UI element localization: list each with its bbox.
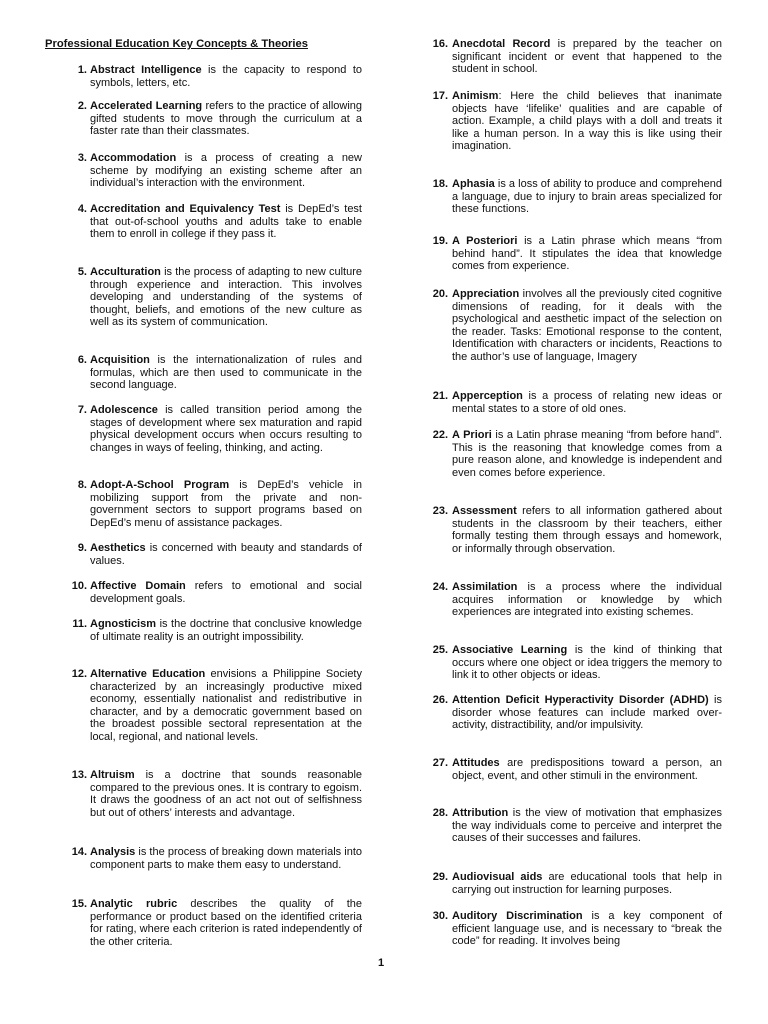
list-item: [62, 266, 362, 329]
item-number: 4.: [77, 203, 87, 215]
item-definition: are predispositions toward a person, an object, event, and other stimuli in the environment.: [452, 757, 722, 782]
item-term: Attitudes: [452, 757, 500, 769]
item-term: Acculturation: [90, 266, 161, 278]
item-number: 16.: [432, 38, 448, 50]
list-item: [62, 479, 362, 529]
list-item: [424, 807, 722, 845]
item-definition: envisions a Philippine Society characterized by an increasingly productive mixed economy, essentially nationalist and redistributive in character, and by a democratic government based on the broadest possible sectoral representation at the local, regional, and national levels.: [90, 668, 362, 743]
item-definition: is DepEd’s test that out-of-school youths and adults take to enable them to enroll in college if they pass it.: [90, 203, 362, 241]
item-number: 11.: [72, 618, 87, 630]
item-number: 1.: [77, 64, 87, 76]
item-definition: is the doctrine that conclusive knowledge of ultimate reality is an outright impossibility.: [90, 618, 362, 643]
item-term: Apperception: [452, 390, 523, 402]
item-number: 14.: [71, 846, 87, 858]
item-definition: is DepEd’s vehicle in mobilizing support from the private and non-government sectors to support programs based on DepEd’s menu of assistance packages.: [90, 479, 362, 529]
item-definition: is a Latin phrase which means “from behind hand”. It stipulates the idea that knowledge comes from experience.: [452, 235, 722, 273]
item-number: 15.: [71, 898, 87, 910]
item-number: 24.: [432, 581, 448, 593]
item-number: 13.: [71, 769, 87, 781]
list-item: [424, 581, 722, 619]
list-item: [424, 178, 722, 216]
item-term: Adolescence: [90, 404, 158, 416]
item-number: 25.: [432, 644, 448, 656]
list-item: [62, 898, 362, 948]
item-definition: is disorder whose features can include marked over-activity, distractibility, and/or impulsivity.: [452, 694, 722, 732]
item-number: 9.: [77, 542, 87, 554]
item-term: Accommodation: [90, 152, 177, 164]
item-definition: is the process of breaking down materials into component parts to make them easy to understand.: [90, 846, 362, 871]
item-number: 30.: [432, 910, 448, 922]
list-item: [424, 390, 722, 415]
list-item: [424, 694, 722, 732]
item-number: 10.: [71, 580, 87, 592]
item-term: Adopt-A-School Program: [90, 479, 230, 491]
item-definition: is prepared by the teacher on significant incident or event that happened to the student in school.: [452, 38, 722, 76]
list-item: [62, 618, 362, 643]
item-definition: is a doctrine that sounds reasonable compared to the previous ones. It is contrary to egoism. It draws the goodness of an act not out of selfishness but out of others’ interests and advantage.: [90, 769, 362, 819]
list-item: [62, 542, 362, 567]
list-item: [424, 910, 722, 948]
item-term: Accelerated Learning: [90, 100, 203, 112]
list-item: [62, 203, 362, 241]
list-item: [424, 505, 722, 555]
item-number: 29.: [432, 871, 448, 883]
item-number: 23.: [432, 505, 448, 517]
item-term: Attribution: [452, 807, 509, 819]
item-term: Accreditation and Equivalency Test: [90, 203, 281, 215]
item-definition: describes the quality of the performance or product based on the identified criteria for rating, where each criterion is rated independently of the other criteria.: [90, 898, 362, 948]
item-term: Alternative Education: [90, 668, 206, 680]
item-definition: : Here the child believes that inanimate objects have ‘lifelike’ qualities and are capable of action. Example, a child plays with a doll and treats it like a human person. In a way this is like using their imagination.: [452, 90, 722, 153]
list-item: [62, 668, 362, 744]
list-item: [62, 354, 362, 392]
item-definition: is a loss of ability to produce and comprehend a language, due to injury to brain areas specialized for these functions.: [452, 178, 722, 216]
item-term: Assimilation: [452, 581, 518, 593]
item-definition: is concerned with beauty and standards of values.: [90, 542, 362, 567]
item-term: Agnosticism: [90, 618, 157, 630]
item-definition: is the view of motivation that emphasizes the way individuals come to perceive and interpret the causes of their successes and failures.: [452, 807, 722, 845]
item-definition: refers to all information gathered about students in the classroom by their teachers, either formally testing them through essays and homework, or informally through observation.: [452, 505, 722, 555]
list-item: [62, 580, 362, 605]
item-term: Audiovisual aids: [452, 871, 543, 883]
list-item: [62, 769, 362, 819]
item-definition: is the kind of thinking that occurs where one object or idea triggers the memory to link it to other objects or ideas.: [452, 644, 722, 682]
item-term: Affective Domain: [90, 580, 186, 592]
item-term: Aesthetics: [90, 542, 146, 554]
list-item: [424, 235, 722, 273]
list-item: [424, 90, 722, 153]
item-number: 22.: [432, 429, 448, 441]
item-term: Abstract Intelligence: [90, 64, 202, 76]
item-number: 7.: [77, 404, 87, 416]
item-term: Associative Learning: [452, 644, 568, 656]
item-term: Altruism: [90, 769, 135, 781]
item-number: 6.: [77, 354, 87, 366]
item-number: 8.: [77, 479, 87, 491]
page-number: 1: [378, 957, 385, 969]
item-definition: is a Latin phrase meaning “from before hand”. This is the reasoning that knowledge comes from a pure reason alone, and knowledge is independent and even comes before experience.: [452, 429, 722, 479]
item-definition: is called transition period among the stages of development where sex maturation and rapid physical development occurs when occurs resulting to changes in ways of feeling, thinking, and acting.: [90, 404, 362, 454]
item-term: Acquisition: [90, 354, 150, 366]
list-item: [424, 871, 722, 896]
list-item: [424, 429, 722, 479]
item-definition: is a process where the individual acquires information or knowledge by which experiences are integrated into existing schemes.: [452, 581, 722, 619]
item-definition: is the process of adapting to new culture through experience and interaction. This involves developing and understanding of the systems of thought, beliefs, and emotions of the new culture as well as its system of communication.: [90, 266, 362, 329]
list-item: [62, 846, 362, 871]
item-number: 18.: [432, 178, 448, 190]
item-number: 28.: [432, 807, 448, 819]
item-number: 12.: [71, 668, 87, 680]
item-definition: is a key component of efficient language use, and is necessary to “break the code” for reading. It involves being: [452, 910, 722, 948]
item-definition: is a process of creating a new scheme by modifying an existing scheme after an individual’s interaction with the environment.: [90, 152, 362, 190]
item-definition: refers to the practice of allowing gifted students to move through the curriculum at a faster rate than their classmates.: [90, 100, 363, 138]
item-definition: are educational tools that help in carrying out instruction for learning purposes.: [452, 871, 722, 896]
item-term: Animism: [452, 90, 499, 102]
list-item: [424, 38, 722, 76]
item-term: Appreciation: [452, 288, 520, 300]
item-term: A Posteriori: [452, 235, 518, 247]
item-number: 2.: [77, 100, 87, 112]
item-number: 21.: [432, 390, 448, 402]
item-number: 26.: [432, 694, 448, 706]
list-item: [62, 404, 362, 454]
item-definition: is the capacity to respond to symbols, letters, etc.: [90, 64, 362, 89]
item-number: 27.: [432, 757, 448, 769]
item-definition: is the internationalization of rules and formulas, which are then used to communicate in the second language.: [90, 354, 362, 392]
item-definition: refers to emotional and social development goals.: [90, 580, 363, 605]
item-term: Analysis: [90, 846, 136, 858]
item-number: 20.: [432, 288, 448, 300]
list-item: [424, 288, 722, 364]
item-definition: is a process of relating new ideas or mental states to a store of old ones.: [452, 390, 722, 415]
item-term: Analytic rubric: [90, 898, 178, 910]
item-term: Aphasia: [452, 178, 495, 190]
document-title: Professional Education Key Concepts & Theories: [45, 38, 308, 50]
item-number: 3.: [77, 152, 87, 164]
item-number: 17.: [432, 90, 448, 102]
list-item: [424, 757, 722, 782]
item-definition: involves all the previously cited cognitive dimensions of reading, for it deals with the psychological and aesthetic impact of the selection on the reader. Tasks: Emotional response to the content, Identification with characters or incidents, Reactions to the author’s use of language, Imagery: [452, 288, 722, 363]
list-item: [424, 644, 722, 682]
list-item: [62, 152, 362, 190]
item-term: Assessment: [452, 505, 517, 517]
list-item: [62, 100, 362, 138]
item-term: Anecdotal Record: [452, 38, 551, 50]
item-number: 19.: [432, 235, 448, 247]
item-term: A Priori: [452, 429, 492, 441]
item-number: 5.: [77, 266, 87, 278]
item-term: Attention Deficit Hyperactivity Disorder (ADHD): [452, 694, 709, 706]
list-item: [62, 64, 362, 89]
item-term: Auditory Discrimination: [452, 910, 583, 922]
